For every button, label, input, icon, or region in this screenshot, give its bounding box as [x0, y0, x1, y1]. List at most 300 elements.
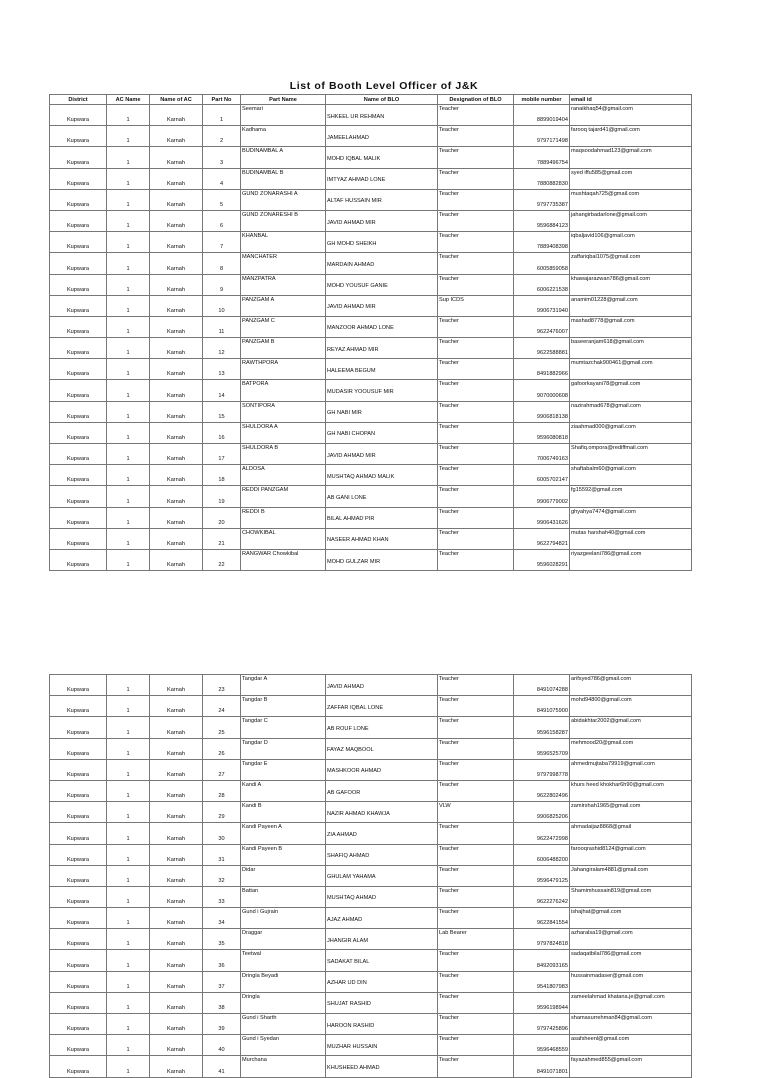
part-no-cell: 38 [203, 992, 241, 1013]
mobile-cell: 6006488200 [514, 844, 570, 865]
blo-name-cell: ZIA AHMAD [326, 823, 438, 844]
part-no-cell: 28 [203, 780, 241, 801]
designation-cell: Teacher [438, 168, 514, 189]
email-cell: farooq tajard41@gmail.com [570, 126, 692, 147]
ac-name-cell: Karnah [150, 105, 203, 126]
email-cell: Shamimhussain819@gmail.com [570, 886, 692, 907]
ac-name-cell: Karnah [150, 992, 203, 1013]
district-cell: Kupwara [50, 401, 107, 422]
part-name-cell: Kandi B [241, 802, 326, 823]
table-row [50, 950, 692, 971]
email-cell: arifsyed786@gmail.com [570, 675, 692, 696]
ac-name-cell: Karnah [150, 802, 203, 823]
email-cell: ahmedmujtaba79919@gmail.com [570, 759, 692, 780]
ac-number-cell: 1 [107, 486, 150, 507]
table-row [50, 738, 692, 759]
ac-name-cell: Karnah [150, 422, 203, 443]
part-no-cell: 40 [203, 1035, 241, 1056]
part-no-cell: 24 [203, 696, 241, 717]
part-no-cell: 9 [203, 274, 241, 295]
ac-number-cell: 1 [107, 210, 150, 231]
email-cell: zameelahmad khatana.je@gmail.com [570, 992, 692, 1013]
part-name-cell: REDDI PANZGAM [241, 486, 326, 507]
ac-name-cell: Karnah [150, 1056, 203, 1077]
ac-number-cell: 1 [107, 992, 150, 1013]
part-no-cell: 8 [203, 253, 241, 274]
blo-name-cell: IMTYAZ AHMAD LONE [326, 168, 438, 189]
mobile-cell: 9622276242 [514, 886, 570, 907]
mobile-cell: 9906731940 [514, 295, 570, 316]
email-cell: farooqrashid8124@gmail.com [570, 844, 692, 865]
email-cell: mohd94800@gmail.com [570, 696, 692, 717]
table-row [50, 126, 692, 147]
district-cell: Kupwara [50, 844, 107, 865]
ac-name-cell: Karnah [150, 823, 203, 844]
designation-cell: Teacher [438, 844, 514, 865]
ac-name-cell: Karnah [150, 1035, 203, 1056]
ac-name-cell: Karnah [150, 696, 203, 717]
table-row [50, 210, 692, 231]
email-cell: mashad8778@gmail.com [570, 316, 692, 337]
designation-cell: Teacher [438, 465, 514, 486]
ac-number-cell: 1 [107, 253, 150, 274]
ac-name-cell: Karnah [150, 528, 203, 549]
email-cell: ranaikhaq54@gmail.com [570, 105, 692, 126]
part-name-cell: BUDINAMBAL B [241, 168, 326, 189]
table-row [50, 422, 692, 443]
blo-name-cell: AB GANI LONE [326, 486, 438, 507]
ac-name-cell: Karnah [150, 232, 203, 253]
ac-number-cell: 1 [107, 780, 150, 801]
email-cell: mutas harshah40@gmail.com [570, 528, 692, 549]
email-cell: khurs heed khokhar6h90@gmail.com [570, 780, 692, 801]
table-row [50, 486, 692, 507]
email-cell: zamirshah1965@gmail.com [570, 802, 692, 823]
designation-cell: Teacher [438, 316, 514, 337]
ac-number-cell: 1 [107, 717, 150, 738]
table-row [50, 675, 692, 696]
header-part-name: Part Name [241, 95, 326, 105]
table-row [50, 802, 692, 823]
ac-name-cell: Karnah [150, 549, 203, 570]
district-cell: Kupwara [50, 992, 107, 1013]
part-name-cell: RANGWAR Chowkibal [241, 549, 326, 570]
ac-number-cell: 1 [107, 274, 150, 295]
part-no-cell: 33 [203, 886, 241, 907]
district-cell: Kupwara [50, 675, 107, 696]
part-no-cell: 6 [203, 210, 241, 231]
part-name-cell: SHULDORA B [241, 444, 326, 465]
part-name-cell: Gund i Sharth [241, 1014, 326, 1035]
part-no-cell: 30 [203, 823, 241, 844]
email-cell: fg15592@gmail.com [570, 486, 692, 507]
blo-name-cell: FAYAZ MAQBOOL [326, 738, 438, 759]
email-cell: ishajhat@gmail.com [570, 908, 692, 929]
part-no-cell: 18 [203, 465, 241, 486]
email-cell: mehmood20@gmail.com [570, 738, 692, 759]
blo-name-cell: MOHD YOUSUF GANIE [326, 274, 438, 295]
mobile-cell: 7880882830 [514, 168, 570, 189]
district-cell: Kupwara [50, 210, 107, 231]
email-cell: riyazgeelani786@gmail.com [570, 549, 692, 570]
ac-number-cell: 1 [107, 950, 150, 971]
district-cell: Kupwara [50, 696, 107, 717]
mobile-cell: 9622794821 [514, 528, 570, 549]
blo-table-page-1 [49, 94, 692, 571]
part-no-cell: 3 [203, 147, 241, 168]
part-name-cell: Gund i Gujrain [241, 908, 326, 929]
mobile-cell: 9596158287 [514, 717, 570, 738]
part-name-cell: Murchana [241, 1056, 326, 1077]
district-cell: Kupwara [50, 465, 107, 486]
designation-cell: Teacher [438, 992, 514, 1013]
ac-name-cell: Karnah [150, 401, 203, 422]
ac-name-cell: Karnah [150, 865, 203, 886]
mobile-cell: 9797735387 [514, 189, 570, 210]
designation-cell: Teacher [438, 950, 514, 971]
district-cell: Kupwara [50, 507, 107, 528]
designation-cell: Teacher [438, 971, 514, 992]
ac-number-cell: 1 [107, 316, 150, 337]
ac-name-cell: Karnah [150, 929, 203, 950]
blo-name-cell: ALTAF HUSSAIN MIR [326, 189, 438, 210]
designation-cell: Teacher [438, 105, 514, 126]
table-row [50, 401, 692, 422]
designation-cell: Teacher [438, 1056, 514, 1077]
blo-name-cell: SHKEEL UR REHMAN [326, 105, 438, 126]
table-row [50, 908, 692, 929]
part-name-cell: Teetwal [241, 950, 326, 971]
ac-number-cell: 1 [107, 444, 150, 465]
part-no-cell: 19 [203, 486, 241, 507]
table-row [50, 444, 692, 465]
ac-number-cell: 1 [107, 401, 150, 422]
ac-name-cell: Karnah [150, 380, 203, 401]
blo-name-cell: MUDASIR YOOUSUF MIR [326, 380, 438, 401]
email-cell: sadaqatbilal786@gmail.com [570, 950, 692, 971]
mobile-cell: 9596479125 [514, 865, 570, 886]
designation-cell: Teacher [438, 401, 514, 422]
email-cell: hussainmadaser@gmail.com [570, 971, 692, 992]
ac-number-cell: 1 [107, 675, 150, 696]
blo-name-cell: GH NABI MIR [326, 401, 438, 422]
email-cell: fayazahmed855@gmail.com [570, 1056, 692, 1077]
email-cell: khawajarazwan786@gmail.com [570, 274, 692, 295]
table-row [50, 929, 692, 950]
district-cell: Kupwara [50, 802, 107, 823]
part-name-cell: RAWTHPORA [241, 359, 326, 380]
part-no-cell: 32 [203, 865, 241, 886]
table-row [50, 380, 692, 401]
district-cell: Kupwara [50, 444, 107, 465]
mobile-cell: 9622476007 [514, 316, 570, 337]
part-name-cell: KHANBAL [241, 232, 326, 253]
district-cell: Kupwara [50, 929, 107, 950]
mobile-cell: 9596525709 [514, 738, 570, 759]
email-cell: azharalsa19@gmail.com [570, 929, 692, 950]
district-cell: Kupwara [50, 1014, 107, 1035]
email-cell: ghyahya7474@gmail.com [570, 507, 692, 528]
ac-name-cell: Karnah [150, 189, 203, 210]
ac-number-cell: 1 [107, 929, 150, 950]
ac-number-cell: 1 [107, 549, 150, 570]
mobile-cell: 8491075900 [514, 696, 570, 717]
ac-name-cell: Karnah [150, 780, 203, 801]
ac-number-cell: 1 [107, 1056, 150, 1077]
part-name-cell: Kandi Payeen A [241, 823, 326, 844]
part-no-cell: 21 [203, 528, 241, 549]
ac-number-cell: 1 [107, 528, 150, 549]
district-cell: Kupwara [50, 759, 107, 780]
designation-cell: Teacher [438, 823, 514, 844]
ac-name-cell: Karnah [150, 759, 203, 780]
ac-name-cell: Karnah [150, 886, 203, 907]
designation-cell: Teacher [438, 780, 514, 801]
ac-name-cell: Karnah [150, 950, 203, 971]
ac-name-cell: Karnah [150, 717, 203, 738]
part-name-cell: Kandi A [241, 780, 326, 801]
designation-cell: Teacher [438, 210, 514, 231]
ac-name-cell: Karnah [150, 675, 203, 696]
designation-cell: Teacher [438, 338, 514, 359]
mobile-cell: 9622472998 [514, 823, 570, 844]
district-cell: Kupwara [50, 823, 107, 844]
table-row [50, 992, 692, 1013]
designation-cell: VLW [438, 802, 514, 823]
ac-number-cell: 1 [107, 380, 150, 401]
mobile-cell: 9622802496 [514, 780, 570, 801]
designation-cell: Teacher [438, 908, 514, 929]
part-name-cell: MANZPATRA [241, 274, 326, 295]
part-no-cell: 29 [203, 802, 241, 823]
designation-cell: Teacher [438, 886, 514, 907]
mobile-cell: 8492093165 [514, 950, 570, 971]
mobile-cell: 9906779002 [514, 486, 570, 507]
blo-name-cell: MOHD GULZAR MIR [326, 549, 438, 570]
mobile-cell: 9797824818 [514, 929, 570, 950]
ac-name-cell: Karnah [150, 253, 203, 274]
email-cell: shaftabalm60@gmail.com [570, 465, 692, 486]
mobile-cell: 9596468559 [514, 1035, 570, 1056]
table-row [50, 232, 692, 253]
ac-name-cell: Karnah [150, 738, 203, 759]
district-cell: Kupwara [50, 1056, 107, 1077]
designation-cell: Teacher [438, 147, 514, 168]
blo-name-cell: NAZIR AHMAD KHAWJA [326, 802, 438, 823]
mobile-cell: 6005859058 [514, 253, 570, 274]
district-cell: Kupwara [50, 380, 107, 401]
part-name-cell: PANZGAM C [241, 316, 326, 337]
ac-number-cell: 1 [107, 1035, 150, 1056]
blo-name-cell: JAVID AHMAD MIR [326, 295, 438, 316]
part-no-cell: 14 [203, 380, 241, 401]
part-no-cell: 15 [203, 401, 241, 422]
ac-number-cell: 1 [107, 823, 150, 844]
header-name-of-ac: Name of AC [150, 95, 203, 105]
mobile-cell: 9797425896 [514, 1014, 570, 1035]
designation-cell: Sup ICDS [438, 295, 514, 316]
ac-number-cell: 1 [107, 738, 150, 759]
ac-number-cell: 1 [107, 359, 150, 380]
part-no-cell: 36 [203, 950, 241, 971]
designation-cell: Lab Bearer [438, 929, 514, 950]
designation-cell: Teacher [438, 696, 514, 717]
designation-cell: Teacher [438, 189, 514, 210]
designation-cell: Teacher [438, 717, 514, 738]
blo-name-cell: SHUJAT RASHID [326, 992, 438, 1013]
part-name-cell: ALDOSA [241, 465, 326, 486]
blo-name-cell: ZAFFAR IQBAL LONE [326, 696, 438, 717]
ac-number-cell: 1 [107, 465, 150, 486]
blo-name-cell: JAVID AHMAD MIR [326, 210, 438, 231]
part-no-cell: 17 [203, 444, 241, 465]
table-row [50, 1014, 692, 1035]
district-cell: Kupwara [50, 189, 107, 210]
ac-number-cell: 1 [107, 338, 150, 359]
mobile-cell: 8491882966 [514, 359, 570, 380]
part-name-cell: Didar [241, 865, 326, 886]
ac-number-cell: 1 [107, 908, 150, 929]
part-no-cell: 25 [203, 717, 241, 738]
blo-name-cell: NASEER AHMAD KHAN [326, 528, 438, 549]
district-cell: Kupwara [50, 950, 107, 971]
table-row [50, 528, 692, 549]
part-no-cell: 1 [203, 105, 241, 126]
email-cell: ziaahmad000@gmail.com [570, 422, 692, 443]
designation-cell: Teacher [438, 486, 514, 507]
table-row [50, 886, 692, 907]
ac-name-cell: Karnah [150, 465, 203, 486]
ac-number-cell: 1 [107, 126, 150, 147]
table-row [50, 844, 692, 865]
part-no-cell: 10 [203, 295, 241, 316]
ac-name-cell: Karnah [150, 147, 203, 168]
part-no-cell: 13 [203, 359, 241, 380]
district-cell: Kupwara [50, 717, 107, 738]
blo-name-cell: SADAKAT BILAL [326, 950, 438, 971]
document-title: List of Booth Level Officer of J&K [289, 80, 479, 92]
email-cell: gafoorkayani78@gmail.com [570, 380, 692, 401]
designation-cell: Teacher [438, 1014, 514, 1035]
email-cell: jahangirbadarlone@gmail.com [570, 210, 692, 231]
part-name-cell: BUDINAMBAL A [241, 147, 326, 168]
designation-cell: Teacher [438, 528, 514, 549]
designation-cell: Teacher [438, 274, 514, 295]
designation-cell: Teacher [438, 126, 514, 147]
designation-cell: Teacher [438, 507, 514, 528]
mobile-cell: 9906818138 [514, 401, 570, 422]
blo-name-cell: HAROON RASHID [326, 1014, 438, 1035]
blo-name-cell: GH MOHD SHEIKH [326, 232, 438, 253]
email-cell: maqsoodahmad123@gmail.com [570, 147, 692, 168]
district-cell: Kupwara [50, 422, 107, 443]
part-no-cell: 2 [203, 126, 241, 147]
email-cell: anamim01228@gmail.com [570, 295, 692, 316]
header-ac-name: AC Name [107, 95, 150, 105]
ac-number-cell: 1 [107, 802, 150, 823]
table-row [50, 549, 692, 570]
blo-name-cell: MUZHAR HUSSAIN [326, 1035, 438, 1056]
blo-name-cell: AJAZ AHMAD [326, 908, 438, 929]
table-row [50, 717, 692, 738]
mobile-cell: 7006749163 [514, 444, 570, 465]
blo-name-cell: AB GAFOOR [326, 780, 438, 801]
mobile-cell: 9906825206 [514, 802, 570, 823]
designation-cell: Teacher [438, 759, 514, 780]
part-name-cell: PANZGAM B [241, 338, 326, 359]
district-cell: Kupwara [50, 738, 107, 759]
table-row [50, 1035, 692, 1056]
part-name-cell: Gund i Syedan [241, 1035, 326, 1056]
ac-name-cell: Karnah [150, 210, 203, 231]
district-cell: Kupwara [50, 338, 107, 359]
part-name-cell: MANCHATER [241, 253, 326, 274]
designation-cell: Teacher [438, 359, 514, 380]
designation-cell: Teacher [438, 444, 514, 465]
part-name-cell: BATPORA [241, 380, 326, 401]
part-no-cell: 23 [203, 675, 241, 696]
ac-name-cell: Karnah [150, 507, 203, 528]
table-row [50, 253, 692, 274]
mobile-cell: 8491071801 [514, 1056, 570, 1077]
district-cell: Kupwara [50, 274, 107, 295]
mobile-cell: 9906431626 [514, 507, 570, 528]
district-cell: Kupwara [50, 971, 107, 992]
table-row [50, 147, 692, 168]
mobile-cell: 7889496754 [514, 147, 570, 168]
email-cell: ahmadaijaz8868@gmail [570, 823, 692, 844]
part-name-cell: Tangdar C [241, 717, 326, 738]
email-cell: shamasurrehman84@gmail.com [570, 1014, 692, 1035]
table-row [50, 696, 692, 717]
ac-number-cell: 1 [107, 886, 150, 907]
table-row [50, 971, 692, 992]
blo-table-page-2 [49, 674, 692, 1078]
blo-name-cell: GH NABI CHOPAN [326, 422, 438, 443]
table-row [50, 1056, 692, 1077]
blo-name-cell: HALEEMA BEGUM [326, 359, 438, 380]
table-row [50, 465, 692, 486]
table-row [50, 105, 692, 126]
table-row [50, 359, 692, 380]
blo-name-cell: BILAL AHMAD PIR [326, 507, 438, 528]
designation-cell: Teacher [438, 253, 514, 274]
email-cell: asafsheenl@gmail.com [570, 1035, 692, 1056]
blo-name-cell: MOHD IQBAL MALIK [326, 147, 438, 168]
table-row [50, 865, 692, 886]
ac-number-cell: 1 [107, 865, 150, 886]
part-name-cell: Tangdar A [241, 675, 326, 696]
email-cell: iqbaljavid106@gmail.com [570, 232, 692, 253]
designation-cell: Teacher [438, 232, 514, 253]
mobile-cell: 8491074288 [514, 675, 570, 696]
district-cell: Kupwara [50, 549, 107, 570]
mobile-cell: 6006221538 [514, 274, 570, 295]
email-cell: baseeranjam618@gmail.com [570, 338, 692, 359]
mobile-cell: 9622841554 [514, 908, 570, 929]
mobile-cell: 8899019404 [514, 105, 570, 126]
ac-name-cell: Karnah [150, 844, 203, 865]
district-cell: Kupwara [50, 126, 107, 147]
blo-name-cell: MUSHTAQ AHMAD MALIK [326, 465, 438, 486]
designation-cell: Teacher [438, 1035, 514, 1056]
part-no-cell: 5 [203, 189, 241, 210]
district-cell: Kupwara [50, 105, 107, 126]
ac-number-cell: 1 [107, 189, 150, 210]
blo-name-cell: GHULAM YAHAMA [326, 865, 438, 886]
table-row [50, 823, 692, 844]
part-name-cell: Tangdar B [241, 696, 326, 717]
